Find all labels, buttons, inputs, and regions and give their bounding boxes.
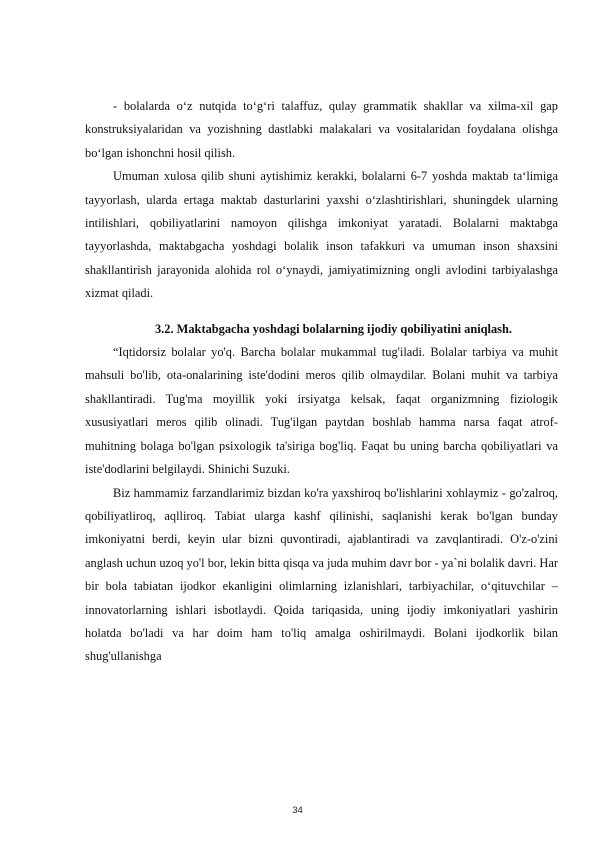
paragraph-suzuki-quote: “Iqtidorsiz bolalar yo'q. Barcha bolalar mukammal tug'iladi. Bolalar tarbiya va muhit mahsuli bo'lib, ota-onalarining iste'dodini meros qilib olmaydilar. Bolani muhit va tarbiya shakllantiradi. Tug'ma moyillik yoki irsiyatga kelsak, faqat organizmning fiziologik xususiyatlari meros qilib olinadi. Tug'ilgan paytdan boshlab hamma narsa faqat atrof-muhitning bolaga bo'lgan psixologik ta'siriga bog'liq. Faqat bu uning barcha qobiliyatlari va iste'dodlarini belgilaydi. Shinichi Suzuki. <box>85 345 558 477</box>
paragraph-speech-goals: - bolalarda oʻz nutqida toʻgʻri talaffuz, qulay grammatik shakllar va xilma-xil gap konstruksiyalaridan va yozishning dastlabki malakalari va vositalaridan foydalana olishga boʻlgan ishonchni hosil qilish. <box>85 99 558 160</box>
page-body <box>85 95 558 669</box>
paragraph-conclusion: Umuman xulosa qilib shuni aytishimiz kerakki, bolalarni 6-7 yoshda maktab taʻlimiga tayyorlash, ularda ertaga maktab dasturlarini yaxshi oʻzlashtirishlari, shuningdek ularning intilishlari, qobiliyatlarini namoyon qilishga imkoniyat yaratadi. Bolalarni maktabga tayyorlashda, maktabgacha yoshdagi bolalik inson tafakkuri va umuman inson shaxsini shakllantirish jarayonida alohida rol oʻynaydi, jamiyatimizning ongli avlodini tarbiyalashga xizmat qiladi. <box>85 169 558 301</box>
page-number: 34 <box>292 805 303 816</box>
paragraph-creativity: Biz hammamiz farzandlarimiz bizdan ko'ra yaxshiroq bo'lishlarini xohlaymiz - go'zalroq, qobiliyatliroq, aqlliroq. Tabiat ularga kashf qilinishi, saqlanishi kerak bo'lgan bunday imkoniyatni berdi, keyin ular bizni quvontiradi, ajablantiradi va zavqlantiradi. O'z-o'zini anglash uchun uzoq yo'l bor, lekin bitta qisqa va juda muhim davr bor - ya`ni bolalik davri. Har bir bola tabiatan ijodkor ekanligini olimlarning izlanishlari, tarbiyachilar, o‘qituvchilar – innovatorlarning ishlari isbotlaydi. Qoida tariqasida, uning ijodiy imkoniyatlari yashirin holatda bo'ladi va har doim ham to'liq amalga oshirilmaydi. Bolani ijodkorlik bilan shug'ullanishga <box>85 485 558 664</box>
section-heading: 3.2. Maktabgacha yoshdagi bolalarning ijodiy qobiliyatini aniqlash. <box>154 321 512 336</box>
